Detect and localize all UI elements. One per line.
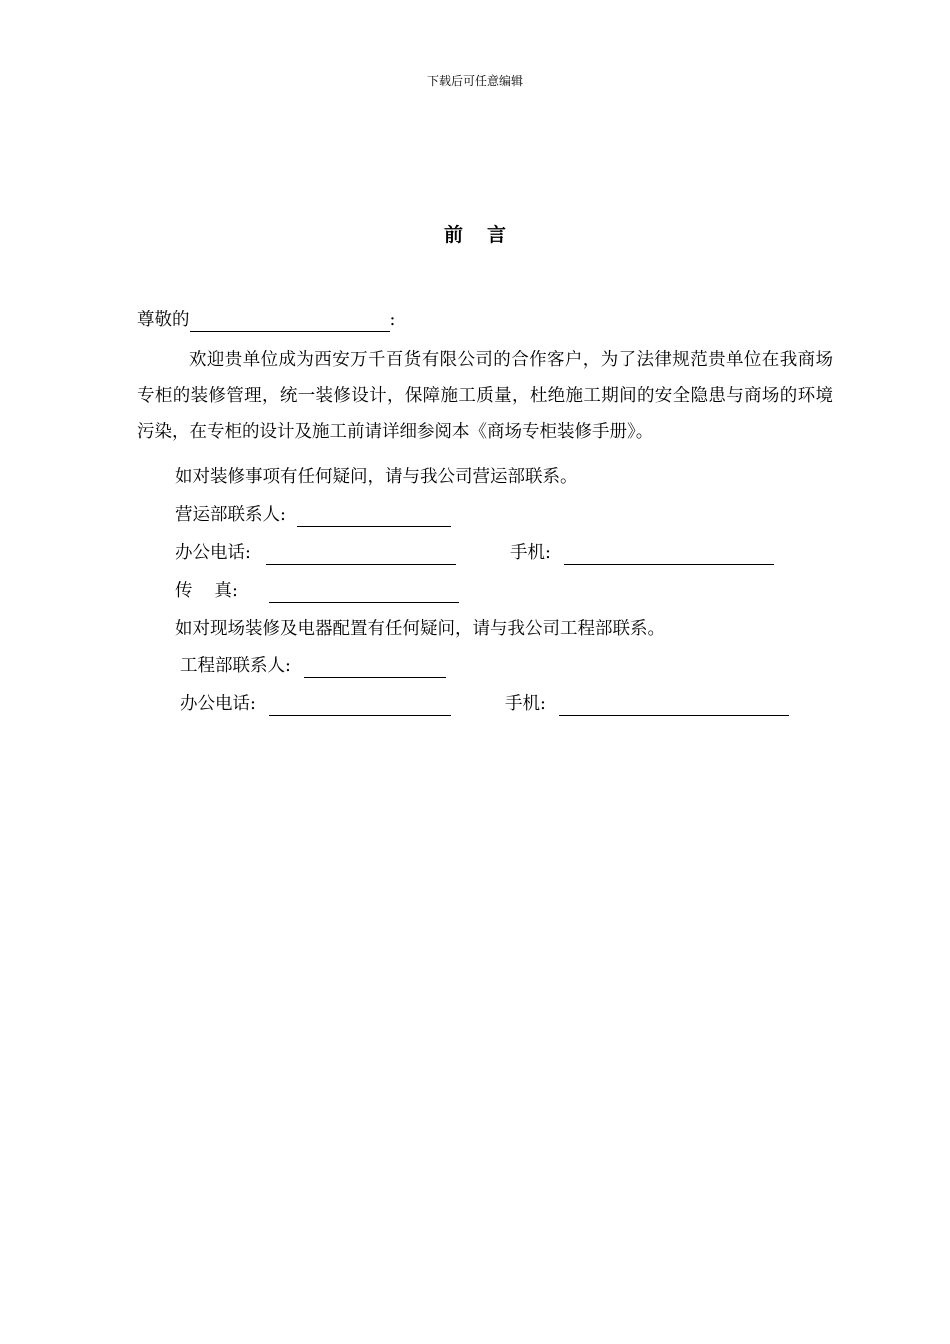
- ops-mobile-label: 手机:: [510, 543, 551, 563]
- eng-mobile-line: [505, 692, 789, 716]
- page-title: [0, 220, 950, 247]
- greeting-suffix: :: [389, 310, 396, 330]
- ops-note: 如对装修事项有任何疑问，请与我公司营运部联系。: [175, 467, 578, 487]
- ops-phone-label: 办公电话:: [175, 543, 251, 563]
- page-header: 下载后可任意编辑: [426, 74, 523, 88]
- eng-phone-blank: [269, 695, 451, 716]
- eng-phone-line: [180, 692, 451, 716]
- eng-mobile-blank: [559, 695, 789, 716]
- ops-person-label: 营运部联系人:: [175, 505, 286, 525]
- ops-person-blank: [297, 506, 451, 527]
- eng-phone-label: 办公电话:: [180, 694, 256, 714]
- title-char-2: 言: [487, 224, 507, 246]
- eng-mobile-label: 手机:: [505, 694, 546, 714]
- ops-fax-label-1: 传: [175, 581, 193, 601]
- eng-person-line: [180, 654, 446, 678]
- ops-fax-label-2: 真:: [214, 581, 238, 601]
- title-char-1: 前: [443, 224, 463, 246]
- eng-person-label: 工程部联系人:: [180, 656, 291, 676]
- ops-person-line: [175, 503, 451, 527]
- greeting-line: [137, 308, 395, 332]
- recipient-blank: [190, 311, 390, 332]
- ops-fax-blank: [269, 582, 459, 603]
- ops-mobile-line: [510, 541, 774, 565]
- ops-fax-line: [175, 579, 459, 603]
- greeting-prefix: 尊敬的: [137, 310, 190, 330]
- eng-person-blank: [304, 657, 446, 678]
- ops-phone-blank: [266, 544, 456, 565]
- ops-phone-line: [175, 541, 456, 565]
- eng-note: 如对现场装修及电器配置有任何疑问，请与我公司工程部联系。: [175, 619, 665, 639]
- intro-paragraph: 欢迎贵单位成为西安万千百货有限公司的合作客户，为了法律规范贵单位在我商场专柜的装修管理，统一装修设计，保障施工质量，杜绝施工期间的安全隐患与商场的环境污染，在专柜的设计及施工前请详细参阅本《商场专柜装修手册》。: [137, 350, 833, 442]
- ops-mobile-blank: [564, 544, 774, 565]
